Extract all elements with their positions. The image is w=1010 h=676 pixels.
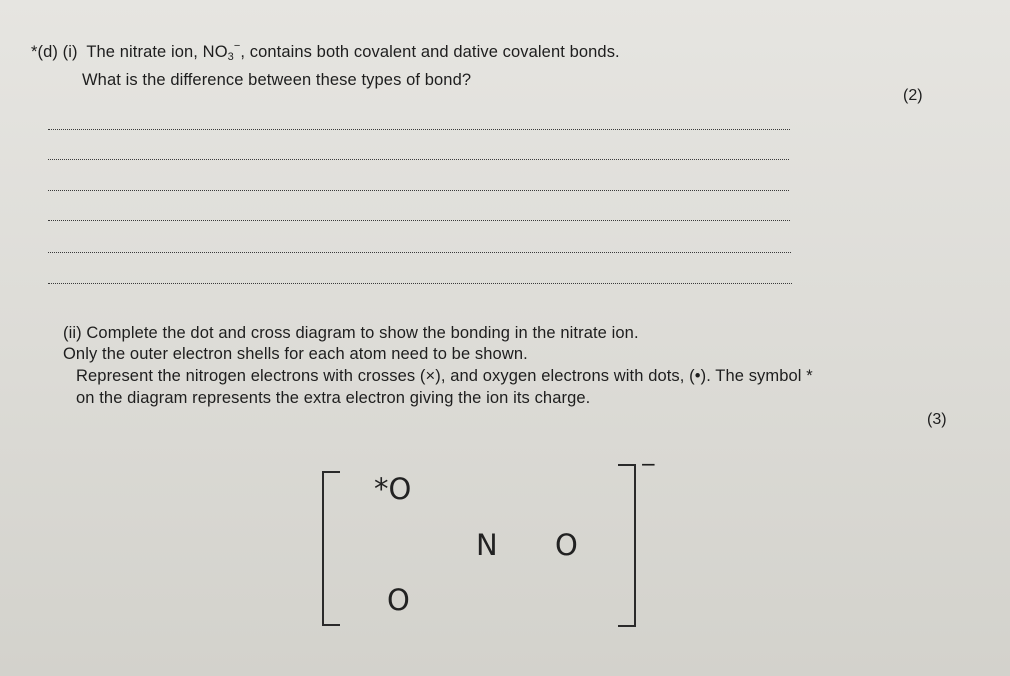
left-bracket: [322, 471, 340, 626]
answer-line-2[interactable]: [48, 159, 789, 160]
answer-line-5[interactable]: [48, 252, 791, 253]
question-d-ii-line1: (ii) Complete the dot and cross diagram to show the bonding in the nitrate ion.: [63, 324, 639, 342]
question-stem-start: The nitrate ion, NO: [86, 43, 228, 61]
answer-line-3[interactable]: [48, 190, 789, 191]
marks-d-i: (2): [903, 87, 923, 104]
question-stem-end: , contains both covalent and dative covalent bonds.: [240, 43, 620, 61]
answer-line-6[interactable]: [48, 283, 792, 284]
question-number: *(d) (i): [31, 43, 78, 61]
nitrogen-atom: N: [476, 528, 498, 562]
formula-subscript: 3: [227, 51, 234, 63]
question-d-i-text: [31, 40, 620, 63]
question-d-ii-line4: on the diagram represents the extra electron giving the ion its charge.: [76, 389, 591, 407]
oxygen-atom-top: *O: [374, 472, 412, 506]
right-bracket: [618, 464, 636, 627]
oxygen-atom-right: O: [555, 528, 578, 562]
question-d-ii-line2: Only the outer electron shells for each atom need to be shown.: [63, 345, 528, 363]
oxygen-atom-bottom: O: [387, 583, 410, 617]
formula-charge: −: [233, 40, 241, 52]
answer-line-4[interactable]: [48, 220, 790, 221]
marks-d-ii: (3): [927, 411, 947, 428]
answer-line-1[interactable]: [48, 129, 790, 130]
question-d-ii-line3: Represent the nitrogen electrons with crosses (×), and oxygen electrons with dots, (•). The symbol *: [76, 367, 813, 385]
question-d-i-prompt: What is the difference between these types of bond?: [82, 71, 472, 89]
ion-charge: −: [640, 452, 657, 476]
